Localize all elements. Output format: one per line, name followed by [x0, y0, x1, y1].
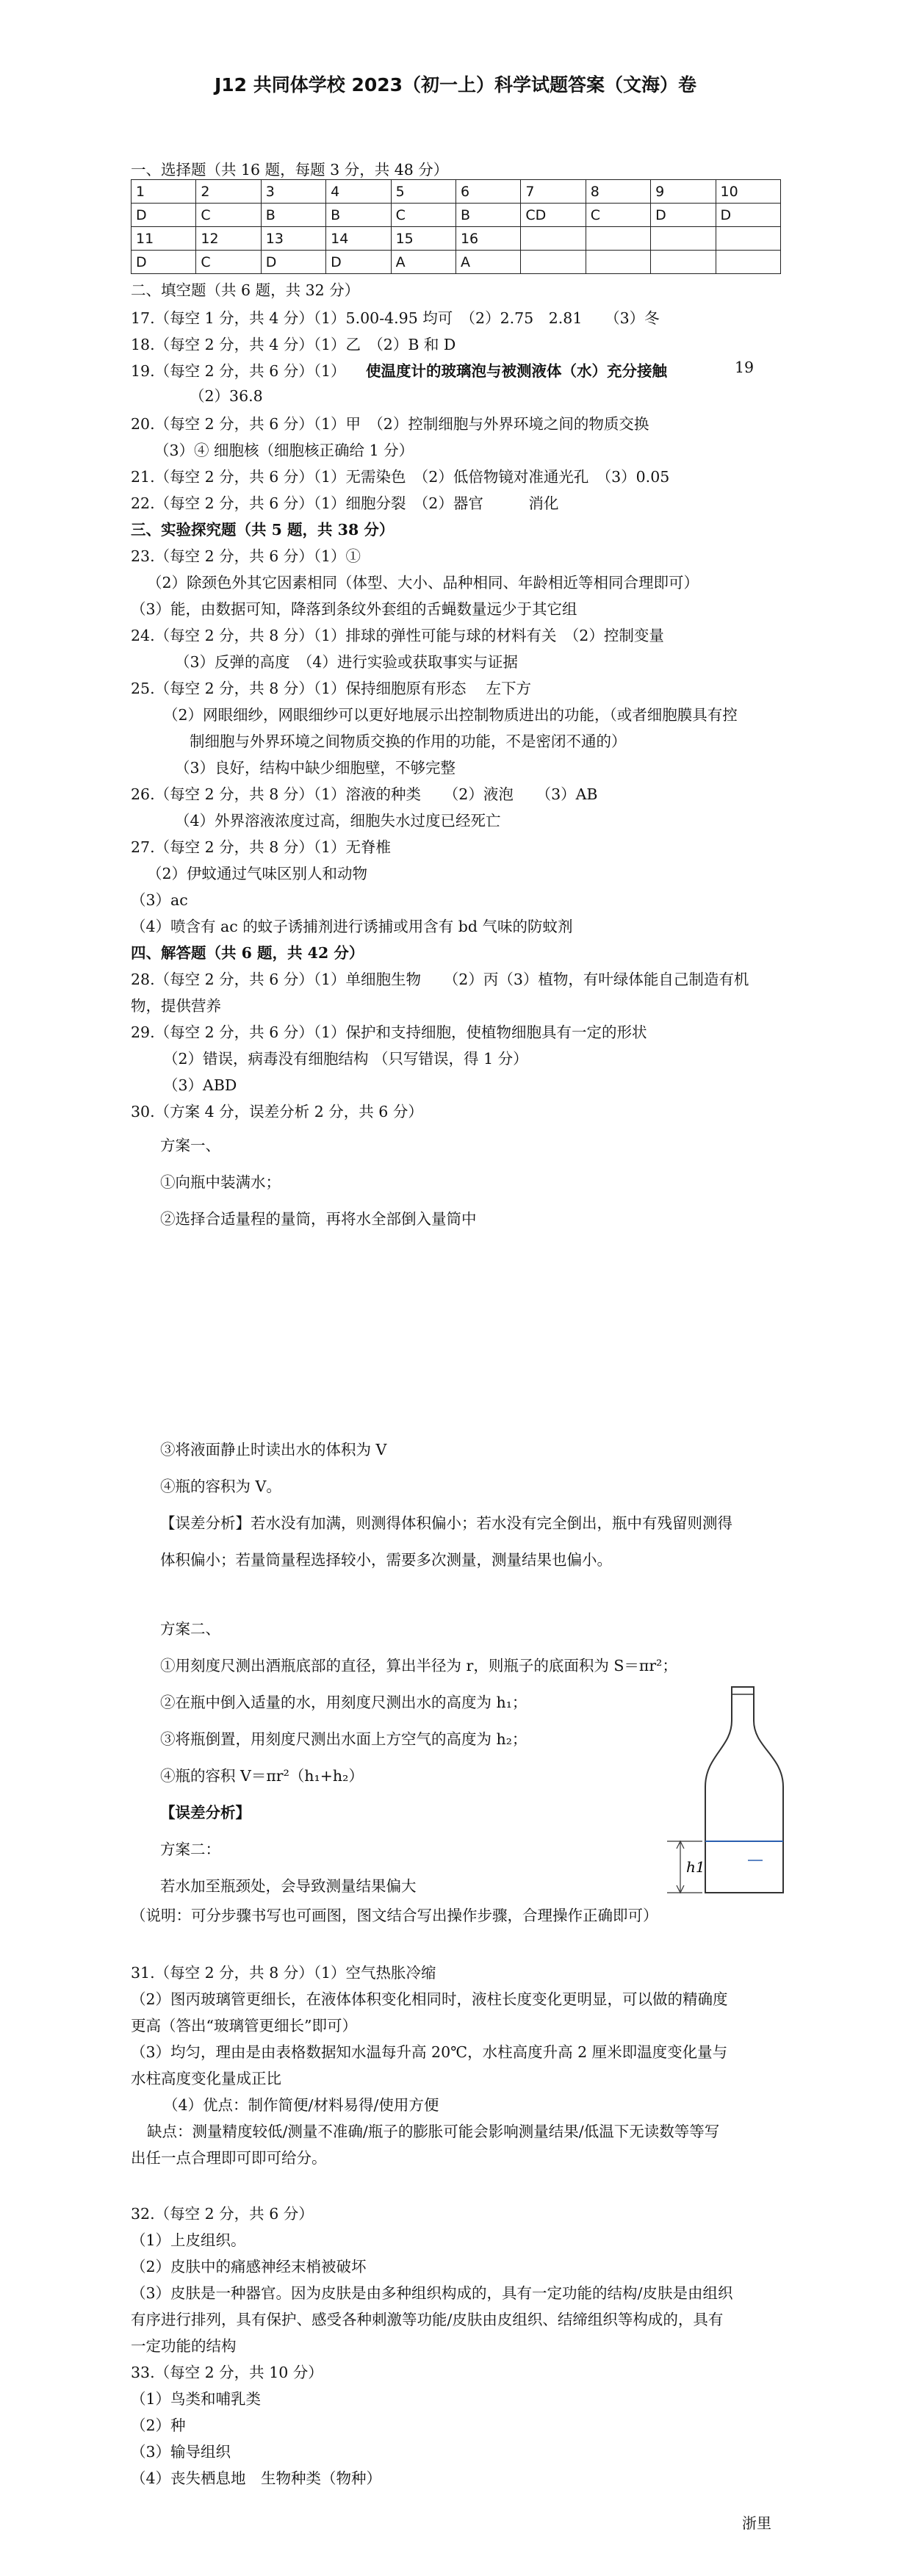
answer-table-row [132, 227, 781, 251]
answer-table-cell: C [196, 251, 261, 274]
answer-table-cell [716, 227, 780, 251]
answer-line: ②选择合适量程的量筒，再将水全部倒入量筒中 [160, 1210, 477, 1228]
answer-line: 24.（每空 2 分，共 8 分）（1）排球的弹性可能与球的材料有关 （2）控制变量 [131, 627, 664, 644]
answer-line: 28.（每空 2 分，共 6 分）（1）单细胞生物 （2）丙（3）植物，有叶绿体能自己制造有机 [131, 971, 749, 988]
answer-table-cell: B [455, 204, 520, 227]
answer-table-cell: C [196, 204, 261, 227]
answer-line: ①用刻度尺测出酒瓶底部的直径，算出半径为 r，则瓶子的底面积为 S＝πr²； [160, 1657, 677, 1674]
answer-line: 方案二： [160, 1841, 220, 1858]
answer-table-cell: D [132, 251, 196, 274]
answer-line: （2）图丙玻璃管更细长，在液体体积变化相同时，液柱长度变化更明显，可以做的精确度 [131, 1990, 728, 2008]
answer-line: 19 [735, 359, 755, 376]
answer-line: 【误差分析】 [160, 1804, 251, 1821]
answer-table-cell: 6 [455, 180, 520, 204]
answer-table-cell [586, 251, 650, 274]
answer-table-cell: 8 [586, 180, 650, 204]
answer-table-cell: 9 [651, 180, 716, 204]
answer-line: （2）伊蚊通过气味区别人和动物 [147, 865, 368, 882]
answer-line: （3）输导组织 [131, 2443, 231, 2461]
bottle-outline [705, 1687, 783, 1893]
answer-table-cell: C [391, 204, 455, 227]
page-title: J12 共同体学校 2023（初一上）科学试题答案（文海）卷 [214, 74, 697, 96]
bottle-diagram [661, 1684, 801, 1904]
answer-line: （3）能，由数据可知，降落到条纹外套组的舌蝇数量远少于其它组 [131, 600, 577, 618]
answer-line: （3）反弹的高度 （4）进行实验或获取事实与证据 [175, 653, 518, 671]
answer-line: （2）网眼细纱，网眼细纱可以更好地展示出控制物质进出的功能，（或者细胞膜具有控 [163, 706, 738, 724]
answer-line: （3）皮肤是一种器官。因为皮肤是由多种组织构成的，具有一定功能的结构/皮肤是由组织 [131, 2284, 733, 2302]
answer-table-cell: 2 [196, 180, 261, 204]
answer-line: ②在瓶中倒入适量的水，用刻度尺测出水的高度为 h₁； [160, 1694, 527, 1711]
answer-table-cell: 16 [455, 227, 520, 251]
answer-line: ①向瓶中装满水； [160, 1173, 281, 1191]
answer-line: ③将液面静止时读出水的体积为 V [160, 1441, 387, 1458]
answer-table [131, 179, 781, 274]
answer-line: （1）上皮组织。 [131, 2231, 246, 2249]
answer-table-cell: D [132, 204, 196, 227]
answer-table-cell [716, 251, 780, 274]
answer-line: 22.（每空 2 分，共 6 分）（1）细胞分裂 （2）器官 消化 [131, 494, 559, 512]
answer-table-cell [521, 251, 586, 274]
answer-line: （4）外界溶液浓度过高，细胞失水过度已经死亡 [175, 812, 501, 830]
answer-line: 19.（每空 2 分，共 6 分）（1） [131, 362, 346, 380]
answer-line: （3）ac [131, 891, 188, 909]
answer-table-cell: 5 [391, 180, 455, 204]
answer-table-cell: C [586, 204, 650, 227]
answer-line: 29.（每空 2 分，共 6 分）（1）保护和支持细胞，使植物细胞具有一定的形状 [131, 1023, 647, 1041]
answer-line: （3）④ 细胞核（细胞核正确给 1 分） [154, 442, 414, 459]
answer-line: 21.（每空 2 分，共 6 分）（1）无需染色 （2）低倍物镜对准通光孔 （3）0.05 [131, 468, 670, 486]
answer-line: 33.（每空 2 分，共 10 分） [131, 2364, 323, 2381]
answer-line: 体积偏小；若量筒量程选择较小，需要多次测量，测量结果也偏小。 [160, 1551, 612, 1569]
answer-line: ④瓶的容积为 V。 [160, 1478, 281, 1495]
answer-line: （2）除颈色外其它因素相同（体型、大小、品种相同、年龄相近等相同合理即可） [147, 574, 699, 591]
answer-line: 更高（答出“玻璃管更细长”即可） [131, 2017, 357, 2034]
answer-line: 30.（方案 4 分，误差分析 2 分，共 6 分） [131, 1103, 423, 1120]
answer-table-cell: 14 [326, 227, 391, 251]
answer-line: （4）优点：制作简便/材料易得/使用方便 [163, 2096, 439, 2114]
answer-table-cell: A [391, 251, 455, 274]
answer-line: 物，提供营养 [131, 997, 221, 1015]
answer-line: （1）鸟类和哺乳类 [131, 2390, 262, 2408]
answer-line: 若水加至瓶颈处，会导致测量结果偏大 [160, 1877, 417, 1895]
answer-table-cell [651, 251, 716, 274]
answer-table-cell: 1 [132, 180, 196, 204]
answer-line: （2）36.8 [190, 387, 263, 405]
answer-table-cell: CD [521, 204, 586, 227]
answer-table-cell: 15 [391, 227, 455, 251]
answer-table-cell: 4 [326, 180, 391, 204]
answer-line: 18.（每空 2 分，共 4 分）（1）乙 （2）B 和 D [131, 336, 456, 353]
answer-table-cell: D [326, 251, 391, 274]
answer-line: 使温度计的玻璃泡与被测液体（水）充分接触 [366, 362, 667, 380]
answer-table-cell: 12 [196, 227, 261, 251]
answer-line: （3）良好，结构中缺少细胞壁，不够完整 [175, 759, 456, 777]
answer-table-cell: 13 [261, 227, 325, 251]
footer-mark: 浙里 [742, 2514, 771, 2532]
answer-line: 27.（每空 2 分，共 8 分）（1）无脊椎 [131, 838, 392, 856]
answer-line: （2）种 [131, 2417, 186, 2434]
answer-line: 23.（每空 2 分，共 6 分）（1）① [131, 547, 361, 565]
answer-line: ③将瓶倒置，用刻度尺测出水面上方空气的高度为 h₂； [160, 1730, 527, 1748]
answer-table-row [132, 180, 781, 204]
answer-line: 25.（每空 2 分，共 8 分）（1）保持细胞原有形态 左下方 [131, 680, 532, 697]
answer-line: ④瓶的容积 V＝πr²（h₁+h₂） [160, 1767, 364, 1785]
answer-table-cell: B [261, 204, 325, 227]
h1-label: h1 [686, 1858, 705, 1876]
answer-line: 方案一、 [160, 1137, 220, 1154]
answer-line: 缺点：测量精度较低/测量不准确/瓶子的膨胀可能会影响测量结果/低温下无读数等等写 [147, 2123, 720, 2140]
answer-line: （3）ABD [163, 1076, 237, 1094]
answer-table-row [132, 204, 781, 227]
section-1-heading: 一、选择题（共 16 题，每题 3 分，共 48 分） [131, 161, 449, 179]
answer-table-cell [521, 227, 586, 251]
answer-table-cell: 11 [132, 227, 196, 251]
answer-line: 【误差分析】若水没有加满，则测得体积偏小；若水没有完全倒出，瓶中有残留则测得 [160, 1514, 732, 1532]
answer-table-cell: D [261, 251, 325, 274]
answer-table-cell: A [455, 251, 520, 274]
answer-line: 三、实验探究题（共 5 题，共 38 分） [131, 521, 395, 539]
answer-line: 20.（每空 2 分，共 6 分）（1）甲 （2）控制细胞与外界环境之间的物质交换 [131, 415, 649, 433]
answer-line: 31.（每空 2 分，共 8 分）（1）空气热胀冷缩 [131, 1964, 436, 1982]
answer-table-cell [651, 227, 716, 251]
answer-line: （3）均匀，理由是由表格数据知水温每升高 20℃，水柱高度升高 2 厘米即温度变化量与 [131, 2043, 728, 2061]
answer-line: （4）丧失栖息地 生物种类（物种） [131, 2469, 382, 2487]
answer-table-cell: 7 [521, 180, 586, 204]
answer-line: （4）喷含有 ac 的蚊子诱捕剂进行诱捕或用含有 bd 气味的防蚊剂 [131, 918, 573, 935]
answer-line: 有序进行排列，具有保护、感受各种刺激等功能/皮肤由皮组织、结缔组织等构成的，具有 [131, 2311, 724, 2328]
answer-line: 四、解答题（共 6 题，共 42 分） [131, 944, 364, 962]
answer-table-cell: D [651, 204, 716, 227]
answer-line: 出任一点合理即可即可给分。 [131, 2149, 327, 2167]
answer-line: 一定功能的结构 [131, 2337, 237, 2355]
answer-line: 26.（每空 2 分，共 8 分）（1）溶液的种类 （2）液泡 （3）AB [131, 785, 598, 803]
answer-table-row [132, 251, 781, 274]
answer-line: 17.（每空 1 分，共 4 分）（1）5.00-4.95 均可 （2）2.75 2.81 （3）冬 [131, 309, 660, 327]
answer-line: （2）错误，病毒没有细胞结构 （只写错误，得 1 分） [163, 1050, 528, 1068]
answer-table-cell: B [326, 204, 391, 227]
answer-line: 方案二、 [160, 1620, 220, 1638]
answer-table-cell: 3 [261, 180, 325, 204]
answer-line: 制细胞与外界环境之间物质交换的作用的功能，不是密闭不通的） [190, 733, 627, 750]
answer-line: 32.（每空 2 分，共 6 分） [131, 2205, 314, 2223]
answer-line: （说明：可分步骤书写也可画图，图文结合写出操作步骤，合理操作正确即可） [131, 1907, 658, 1924]
answer-line: 二、填空题（共 6 题，共 32 分） [131, 281, 360, 299]
answer-line: 水柱高度变化量成正比 [131, 2070, 281, 2087]
answer-table-cell: 10 [716, 180, 780, 204]
answer-table-cell: D [716, 204, 780, 227]
answer-line: （2）皮肤中的痛感神经末梢被破坏 [131, 2258, 367, 2275]
answer-table-cell [586, 227, 650, 251]
